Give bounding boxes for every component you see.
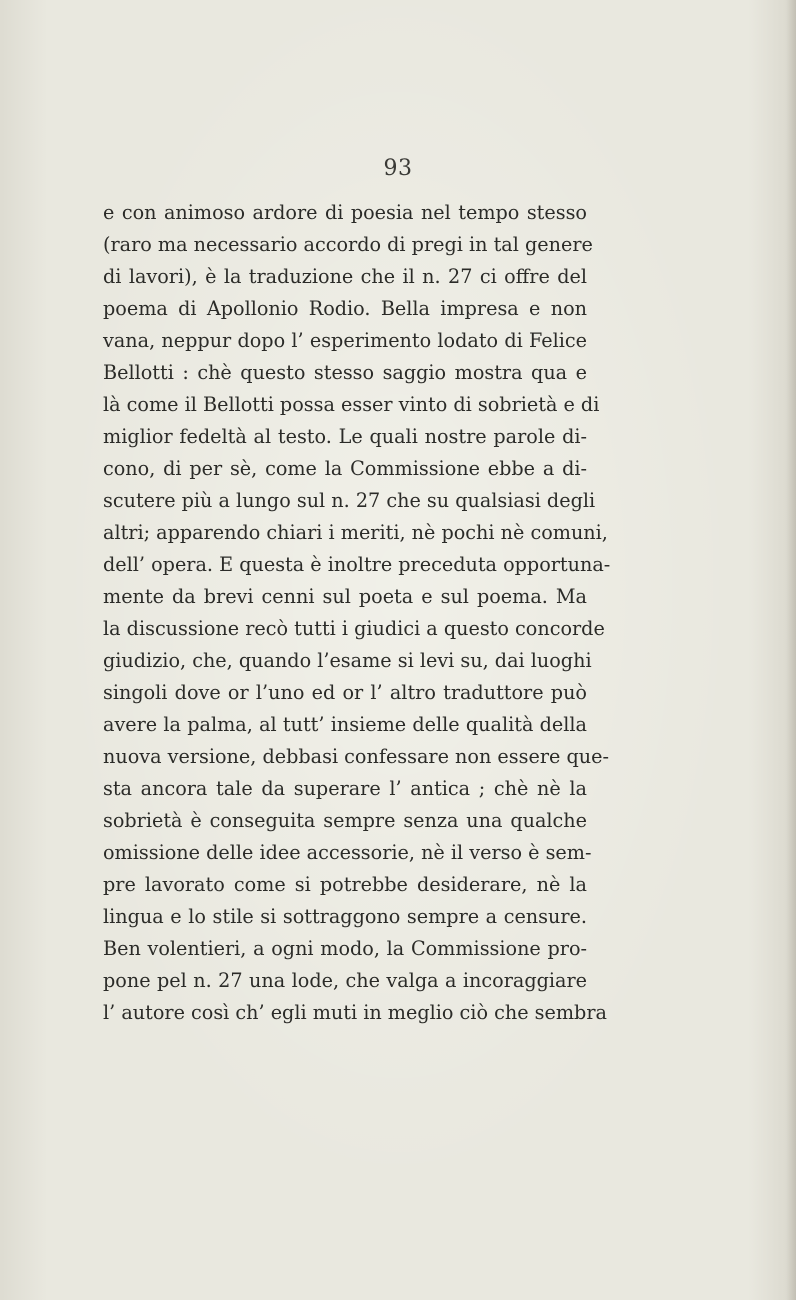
text-line: Ben volentieri, a ogni modo, la Commissione pro- <box>103 937 587 960</box>
text-line: mente da brevi cenni sul poeta e sul poema. Ma <box>103 585 587 608</box>
text-line: pone pel n. 27 una lode, che valga a incoraggiare <box>103 969 587 992</box>
text-line: poema di Apollonio Rodio. Bella impresa e non <box>103 297 587 320</box>
text-line: singoli dove or l’uno ed or l’ altro traduttore può <box>103 681 587 704</box>
text-line: altri; apparendo chiari i meriti, nè pochi nè comuni, <box>103 521 608 544</box>
text-line: la discussione recò tutti i giudici a questo concorde <box>103 617 605 640</box>
body-text <box>103 197 611 1029</box>
text-line: sobrietà è conseguita sempre senza una qualche <box>103 809 587 832</box>
text-line: lingua e lo stile si sottraggono sempre a censure. <box>103 905 587 928</box>
text-line: avere la palma, al tutt’ insieme delle qualità della <box>103 713 587 736</box>
text-line: e con animoso ardore di poesia nel tempo stesso <box>103 201 587 224</box>
text-line: dell’ opera. E questa è inoltre preceduta opportuna- <box>103 553 611 576</box>
text-line: nuova versione, debbasi confessare non essere que- <box>103 745 609 768</box>
text-line: scutere più a lungo sul n. 27 che su qualsiasi degli <box>103 489 596 512</box>
text-line: sta ancora tale da superare l’ antica ; chè nè la <box>103 777 587 800</box>
page-edge-shadow <box>786 0 796 1300</box>
page-number: 93 <box>383 156 413 181</box>
text-line: vana, neppur dopo l’ esperimento lodato di Felice <box>103 329 587 352</box>
text-line: di lavori), è la traduzione che il n. 27 ci offre del <box>103 265 587 288</box>
text-line: Bellotti : chè questo stesso saggio mostra qua e <box>103 361 587 384</box>
text-line: cono, di per sè, come la Commissione ebbe a di- <box>103 457 587 480</box>
text-line: giudizio, che, quando l’esame si levi su, dai luoghi <box>103 649 592 672</box>
text-line: omissione delle idee accessorie, nè il verso è sem- <box>103 841 592 864</box>
text-line: pre lavorato come si potrebbe desiderare, nè la <box>103 873 587 896</box>
text-line: là come il Bellotti possa esser vinto di sobrietà e di <box>103 393 600 416</box>
text-line: (raro ma necessario accordo di pregi in tal genere <box>103 233 593 256</box>
text-line: miglior fedeltà al testo. Le quali nostre parole di- <box>103 425 587 448</box>
text-line: l’ autore così ch’ egli muti in meglio ciò che sembra <box>103 1001 607 1024</box>
